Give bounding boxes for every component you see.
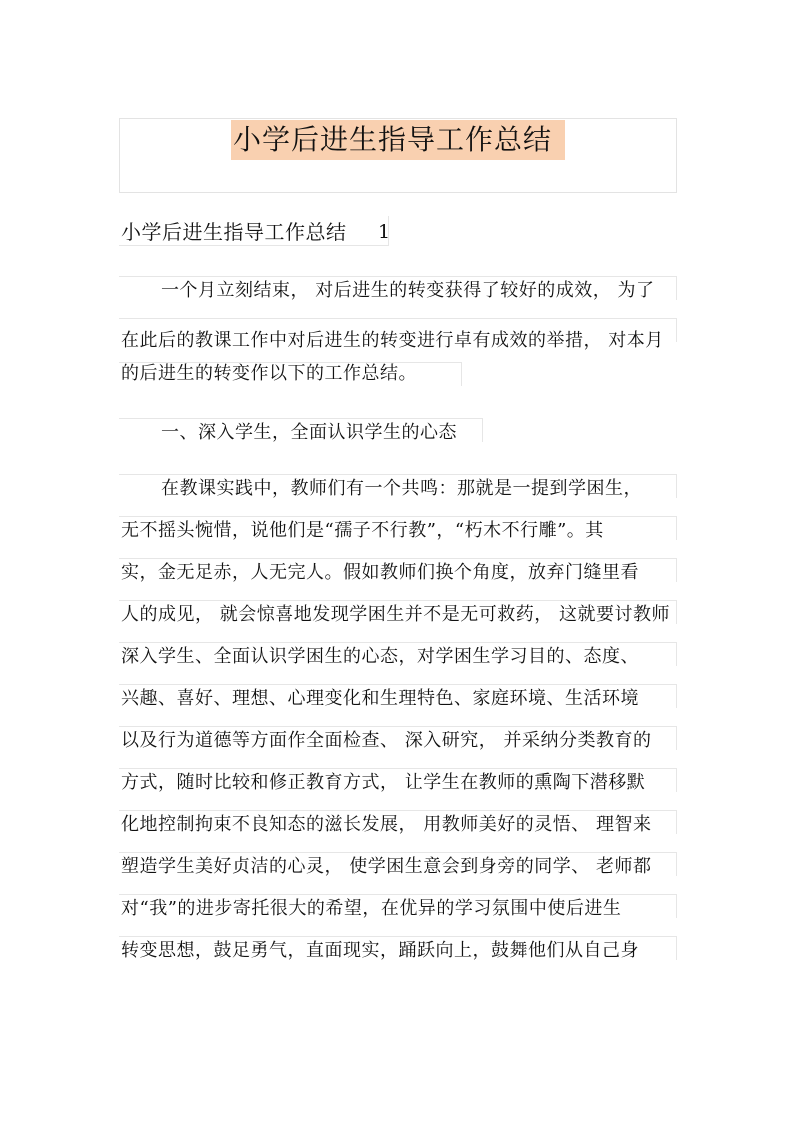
paragraph-2-line-8: 方式，随时比较和修正教育方式， 让学生在教师的熏陶下潜移默 — [121, 772, 646, 793]
document-title: 小学后进生指导工作总结 — [233, 123, 553, 156]
paragraph-1-line-3: 的后进生的转变作以下的工作总结。 — [121, 363, 417, 384]
paragraph-2-line-6: 兴趣、喜好、理想、心理变化和生理特色、家庭环境、生活环境 — [121, 688, 639, 709]
paragraph-2-line-12: 转变思想，鼓足勇气，直面现实，踊跃向上，鼓舞他们从自己身 — [121, 940, 639, 961]
section-1-heading: 一、深入学生，全面认识学生的心态 — [161, 422, 457, 443]
paragraph-2-line-5: 深入学生、全面认识学困生的心态，对学困生学习目的、态度、 — [121, 646, 639, 667]
paragraph-2-line-1: 在教课实践中，教师们有一个共鸣：那就是一提到学困生， — [161, 478, 642, 499]
document-subtitle: 小学后进生指导工作总结 — [121, 220, 347, 244]
paragraph-2-line-4: 人的成见， 就会惊喜地发现学困生并不是无可救药， 这就要讨教师 — [121, 604, 670, 625]
paragraph-2-line-11: 对“我”的进步寄托很大的希望，在优异的学习氛围中使后进生 — [121, 898, 622, 919]
paragraph-2-line-9: 化地控制拘束不良知态的滋长发展， 用教师美好的灵悟、 理智来 — [121, 814, 652, 835]
paragraph-1-line-1: 一个月立刻结束， 对后进生的转变获得了较好的成效， 为了 — [161, 280, 655, 301]
paragraph-2-line-2: 无不摇头惋惜，说他们是“孺子不行教”，“朽木不行雕”。其 — [121, 520, 604, 541]
subtitle-number: 1 — [378, 221, 391, 243]
paragraph-2-line-7: 以及行为道德等方面作全面检查、 深入研究， 并采纳分类教育的 — [121, 730, 652, 751]
paragraph-2-line-10: 塑造学生美好贞洁的心灵， 使学困生意会到身旁的同学、 老师都 — [121, 856, 652, 877]
paragraph-1-line-2: 在此后的教课工作中对后进生的转变进行卓有成效的举措， 对本月 — [121, 330, 664, 351]
paragraph-2-line-3: 实，金无足赤，人无完人。假如教师们换个角度，放弃门缝里看 — [121, 562, 639, 583]
